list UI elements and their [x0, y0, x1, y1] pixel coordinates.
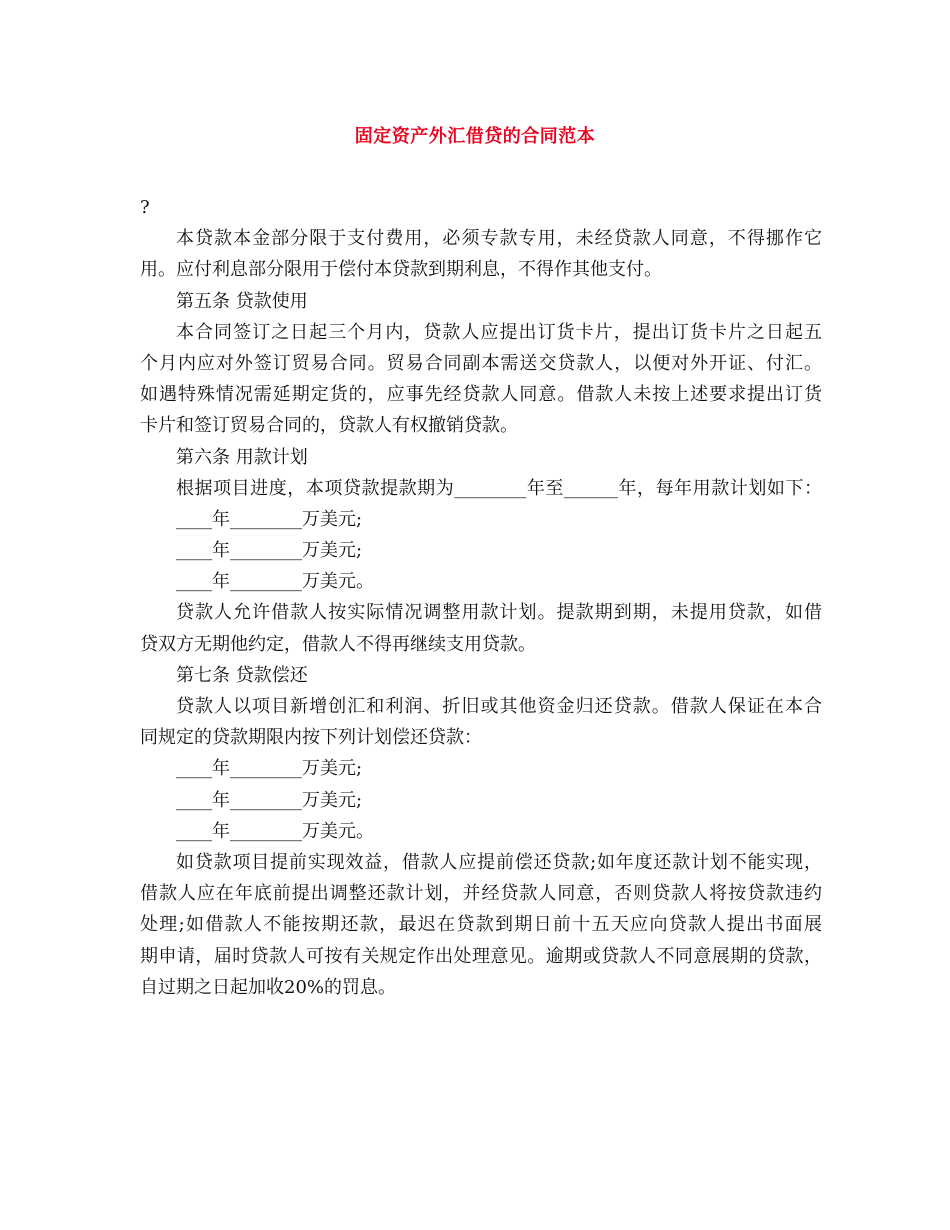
body-line: ____年________万美元。	[176, 571, 374, 593]
body-line: ____年________万美元。	[176, 820, 374, 842]
body-line: 本合同签订之日起三个月内，贷款人应提出订货卡片，提出订货卡片之日起五	[176, 321, 822, 343]
body-line: ?	[140, 197, 150, 218]
document-title: 固定资产外汇借贷的合同范本	[354, 126, 596, 147]
body-line: ____年________万美元;	[176, 789, 363, 811]
body-line: ____年________万美元;	[176, 758, 363, 780]
body-line: 根据项目进度，本项贷款提款期为________年至______年，每年用款计划如下：	[176, 477, 822, 499]
body-line: ____年________万美元;	[176, 540, 363, 562]
body-line: 个月内应对外签订贸易合同。贸易合同副本需送交贷款人，以便对外开证、付汇。	[140, 352, 822, 374]
body-line: 第五条 贷款使用	[176, 290, 308, 312]
body-line: 同规定的贷款期限内按下列计划偿还贷款：	[140, 727, 482, 749]
body-line: 自过期之日起加收20%的罚息。	[140, 976, 397, 998]
body-line: 卡片和签订贸易合同的，贷款人有权撤销贷款。	[140, 415, 518, 437]
body-line: 如遇特殊情况需延期定货的，应事先经贷款人同意。借款人未按上述要求提出订货	[140, 384, 822, 406]
body-line: 处理;如借款人不能按期还款，最迟在贷款到期日前十五天应向贷款人提出书面展	[140, 914, 822, 936]
body-line: 贷双方无期他约定，借款人不得再继续支用贷款。	[140, 633, 536, 655]
body-line: 第六条 用款计划	[176, 446, 308, 468]
body-line: 本贷款本金部分限于支付费用，必须专款专用，未经贷款人同意，不得挪作它	[176, 228, 822, 250]
body-line: 贷款人允许借款人按实际情况调整用款计划。提款期到期，未提用贷款，如借	[176, 602, 822, 624]
body-line: 如贷款项目提前实现效益，借款人应提前偿还贷款;如年度还款计划不能实现，	[176, 851, 822, 873]
document-body	[140, 192, 822, 1003]
body-line: 贷款人以项目新增创汇和利润、折旧或其他资金归还贷款。借款人保证在本合	[176, 696, 822, 717]
body-line: 期申请，届时贷款人可按有关规定作出处理意见。逾期或贷款人不同意展期的贷款，	[140, 945, 822, 967]
body-line: 第七条 贷款偿还	[176, 664, 308, 686]
body-line: 用。应付利息部分限用于偿付本贷款到期利息，不得作其他支付。	[140, 259, 662, 281]
body-line: 借款人应在年底前提出调整还款计划，并经贷款人同意，否则贷款人将按贷款违约	[140, 883, 822, 905]
body-line: ____年________万美元;	[176, 508, 363, 530]
